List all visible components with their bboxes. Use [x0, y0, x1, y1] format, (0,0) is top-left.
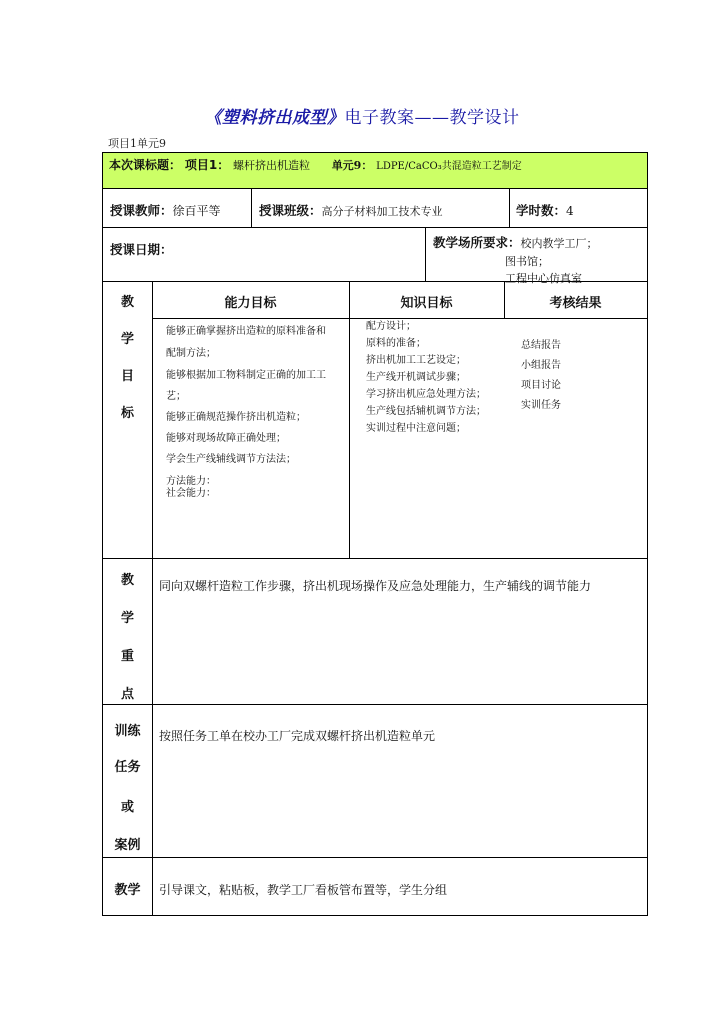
objectives-section: [103, 282, 647, 559]
ability-item: 能够对现场故障正确处理；: [166, 433, 286, 444]
knowledge-item: 配方设计；: [366, 321, 416, 332]
knowledge-list: [366, 321, 506, 434]
venue-line-1: 校内教学工厂；: [520, 237, 598, 250]
knowledge-item: 生产线包括辅机调节方法；: [366, 406, 486, 417]
class-cell: [259, 201, 443, 219]
venue-line-3: 工程中心仿真室: [505, 272, 582, 285]
ability-item: 配制方法；: [166, 348, 216, 359]
objectives-char-1: 教: [120, 295, 134, 310]
topic-project-name: 螺杆挤出机造粒: [233, 159, 311, 172]
teacher-divider: [251, 189, 252, 227]
date-label: 授课日期：: [110, 242, 173, 257]
topic-unit: 单元9：: [331, 159, 373, 172]
objectives-header-rule: [152, 318, 647, 319]
ability-column-header: 能力目标: [224, 296, 277, 311]
teaching-section: [103, 858, 647, 915]
class-label: 授课班级：: [259, 203, 322, 218]
objectives-char-2: 学: [120, 332, 134, 347]
ability-item: 能够正确掌握挤出造粒的原料准备和: [166, 326, 326, 337]
training-line-2: 任务: [114, 760, 141, 775]
date-row: [103, 228, 647, 285]
knowledge-column-header: 知识目标: [400, 296, 453, 311]
venue-line-2: 图书馆；: [505, 255, 549, 268]
ability-list: [166, 326, 350, 499]
training-content: 按照任务工单在校办工厂完成双螺杆挤出机造粒单元: [159, 729, 436, 743]
ability-item: 艺；: [166, 391, 186, 402]
training-section-label: [103, 720, 152, 864]
training-divider: [152, 705, 153, 857]
knowledge-item: 挤出机加工工艺设定；: [366, 355, 466, 366]
ability-item: 能够根据加工物料制定正确的加工工: [166, 370, 326, 381]
training-line-3: 或: [120, 800, 134, 815]
teacher-value: 徐百平等: [172, 204, 221, 218]
ability-item: 学会生产线辅线调节方法法；: [166, 454, 296, 465]
hours-label: 学时数：: [516, 203, 567, 218]
key-points-content: 同向双螺杆造粒工作步骤，挤出机现场操作及应急处理能力，生产辅线的调节能力: [159, 579, 592, 593]
knowledge-item: 学习挤出机应急处理方法；: [366, 389, 486, 400]
hours-cell: [516, 201, 574, 219]
document-title: [0, 103, 724, 128]
teaching-content: 引导课文，粘贴板，教学工厂看板管布置等，学生分组: [159, 883, 448, 897]
course-name: 《塑料挤出成型》: [204, 108, 345, 128]
assessment-item: 总结报告: [521, 340, 561, 351]
class-divider: [509, 189, 510, 227]
hours-value: 4: [566, 204, 574, 218]
venue-cell: [433, 233, 598, 286]
knowledge-item: 原料的准备；: [366, 338, 426, 349]
topic-label: 本次课标题：: [109, 158, 182, 172]
knowledge-item: 生产线开机调试步骤；: [366, 372, 466, 383]
ability-item: 方法能力：: [166, 476, 216, 487]
topic-line: [109, 156, 522, 173]
key-points-char-4: 点: [120, 687, 134, 702]
objectives-char-3: 目: [120, 369, 134, 384]
title-suffix: 电子教案——教学设计: [344, 108, 520, 128]
assessment-item: 项目讨论: [521, 380, 561, 391]
lesson-plan-table: [102, 152, 648, 916]
teacher-label: 授课教师：: [110, 203, 173, 218]
key-points-divider: [152, 559, 153, 704]
knowledge-item: 实训过程中注意问题；: [366, 423, 466, 434]
topic-project: 项目1：: [184, 158, 230, 172]
topic-row: [103, 153, 647, 189]
teaching-section-label: 教学: [114, 883, 141, 898]
objectives-divider-1: [152, 282, 153, 558]
topic-unit-name: LDPE/CaCO₃共混造粒工艺制定: [376, 161, 522, 172]
unit-reference: 项目1单元9: [108, 137, 166, 150]
date-divider: [425, 228, 426, 281]
assessment-item: 实训任务: [521, 400, 561, 411]
assessment-list: [521, 340, 621, 411]
assessment-column-header: 考核结果: [549, 296, 602, 311]
key-points-char-3: 重: [120, 649, 134, 664]
key-points-char-1: 教: [120, 573, 134, 588]
teaching-divider: [152, 858, 153, 915]
assessment-item: 小组报告: [521, 360, 561, 371]
key-points-char-2: 学: [120, 611, 134, 626]
key-points-section-label: [103, 569, 152, 713]
training-line-1: 训练: [114, 724, 141, 739]
training-section: [103, 705, 647, 858]
class-value: 高分子材料加工技术专业: [321, 205, 443, 218]
key-points-section: [103, 559, 647, 705]
training-line-4: 案例: [114, 838, 141, 853]
venue-label: 教学场所要求：: [433, 235, 521, 250]
objectives-section-label: [103, 291, 152, 439]
teacher-cell: [110, 201, 221, 219]
ability-item: 社会能力：: [166, 488, 216, 499]
objectives-char-4: 标: [120, 406, 134, 421]
teacher-row: [103, 189, 647, 228]
ability-item: 能够正确规范操作挤出机造粒；: [166, 412, 306, 423]
